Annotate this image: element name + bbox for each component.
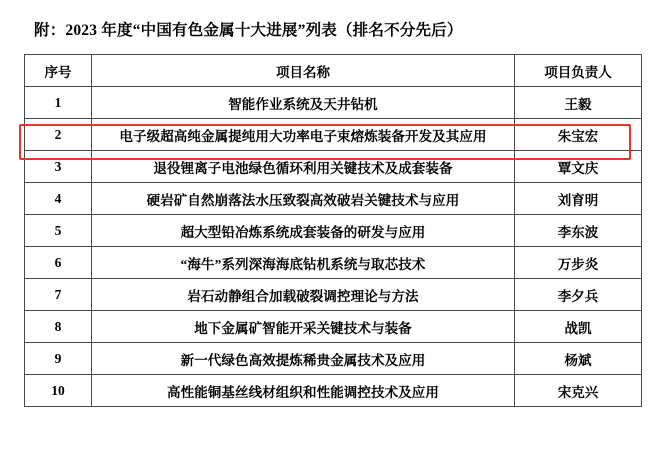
- cell-no: 10: [25, 375, 92, 407]
- cell-name: 硬岩矿自然崩落法水压致裂高效破岩关键技术与应用: [92, 183, 515, 215]
- table-row: [25, 87, 642, 119]
- cell-name: 岩石动静组合加载破裂调控理论与方法: [92, 279, 515, 311]
- cell-no: 1: [25, 87, 92, 119]
- cell-name: 退役锂离子电池绿色循环利用关键技术及成套装备: [92, 151, 515, 183]
- table-row: [25, 151, 642, 183]
- cell-owner: 覃文庆: [515, 151, 642, 183]
- projects-table: [24, 54, 642, 407]
- cell-name: 超大型铅冶炼系统成套装备的研发与应用: [92, 215, 515, 247]
- table-body: [25, 87, 642, 407]
- cell-no: 6: [25, 247, 92, 279]
- cell-owner: 宋克兴: [515, 375, 642, 407]
- cell-owner: 刘育明: [515, 183, 642, 215]
- page-title: 附：2023 年度“中国有色金属十大进展”列表（排名不分先后）: [34, 22, 463, 39]
- cell-no: 5: [25, 215, 92, 247]
- cell-name: 高性能铜基丝线材组织和性能调控技术及应用: [92, 375, 515, 407]
- cell-owner: 李东波: [515, 215, 642, 247]
- cell-owner: 李夕兵: [515, 279, 642, 311]
- table-header: [25, 55, 642, 87]
- cell-no: 2: [25, 119, 92, 151]
- table-row: [25, 311, 642, 343]
- cell-owner: 杨斌: [515, 343, 642, 375]
- cell-name: 智能作业系统及天井钻机: [92, 87, 515, 119]
- header-cell-owner: 项目负责人: [515, 55, 642, 87]
- table-row: [25, 183, 642, 215]
- cell-owner: 王毅: [515, 87, 642, 119]
- cell-name: 地下金属矿智能开采关键技术与装备: [92, 311, 515, 343]
- cell-name: “海牛”系列深海海底钻机系统与取芯技术: [92, 247, 515, 279]
- cell-owner: 朱宝宏: [515, 119, 642, 151]
- table-row: [25, 375, 642, 407]
- cell-no: 9: [25, 343, 92, 375]
- cell-no: 4: [25, 183, 92, 215]
- table-row: [25, 279, 642, 311]
- cell-no: 8: [25, 311, 92, 343]
- cell-owner: 战凯: [515, 311, 642, 343]
- cell-no: 7: [25, 279, 92, 311]
- cell-owner: 万步炎: [515, 247, 642, 279]
- table-row: [25, 247, 642, 279]
- table-row: [25, 343, 642, 375]
- header-cell-name: 项目名称: [92, 55, 515, 87]
- table-row-highlighted: [25, 119, 642, 151]
- header-cell-no: 序号: [25, 55, 92, 87]
- cell-name: 电子级超高纯金属提纯用大功率电子束熔炼装备开发及其应用: [92, 119, 515, 151]
- table-header-row: [25, 55, 642, 87]
- cell-no: 3: [25, 151, 92, 183]
- table-row: [25, 215, 642, 247]
- cell-name: 新一代绿色高效提炼稀贵金属技术及应用: [92, 343, 515, 375]
